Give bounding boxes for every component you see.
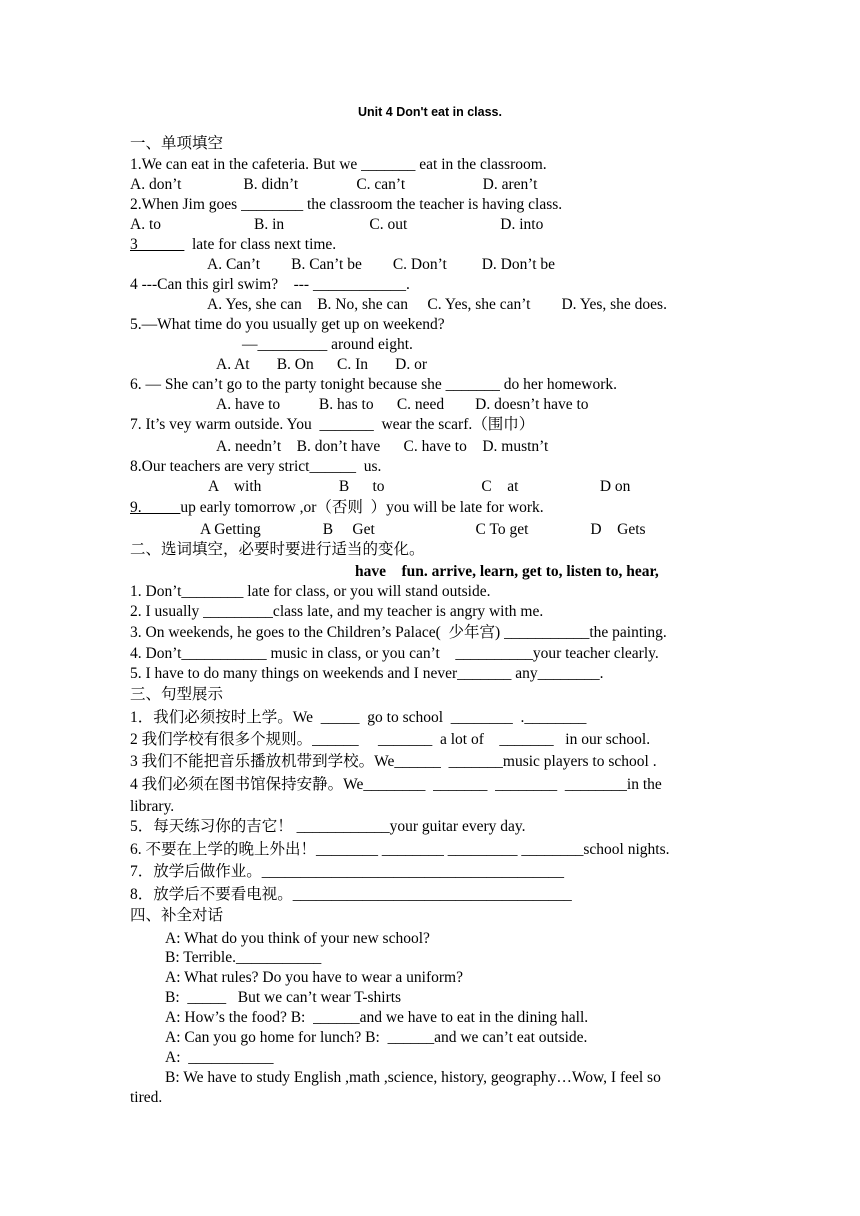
text-line: A. Yes, she can B. No, she can C. Yes, she can’t D. Yes, she does. [207, 296, 667, 313]
text-line: have fun. arrive, learn, get to, listen to, hear, [355, 563, 659, 580]
text-line: 6. 不要在上学的晚上外出！________ ________ _________ ________school nights. [130, 841, 670, 858]
text-line: 2. I usually _________class late, and my teacher is angry with me. [130, 603, 544, 620]
text-line: A with B to C at D on [208, 478, 631, 495]
text-line: 7. It’s vey warm outside. You _______ wear the scarf.（围巾） [130, 416, 535, 433]
text-line: 1．我们必须按时上学。We _____ go to school ________ .________ [130, 709, 587, 726]
text-line: 2 我们学校有很多个规则。______ _______ a lot of _______ in our school. [130, 731, 651, 748]
text-line: A: What rules? Do you have to wear a uniform? [165, 969, 463, 986]
text-line: library. [130, 798, 175, 815]
text-line: 二、选词填空，必要时要进行适当的变化。 [130, 541, 425, 558]
text-line: 6. — She can’t go to the party tonight because she _______ do her homework. [130, 376, 618, 393]
text-line: 4 ---Can this girl swim? --- ____________. [130, 276, 410, 293]
text-line: B: Terrible.___________ [165, 949, 322, 966]
text-line: 5. I have to do many things on weekends and I never_______ any________. [130, 665, 604, 682]
text-line: A. Can’t B. Can’t be C. Don’t D. Don’t be [207, 256, 556, 273]
text-line: 一、单项填空 [130, 135, 224, 152]
text-line: 四、补全对话 [130, 907, 224, 924]
text-line: —_________ around eight. [242, 336, 413, 353]
text-line: A: Can you go home for lunch? B: ______and we can’t eat outside. [165, 1029, 588, 1046]
text-line: A Getting B Get C To get D Gets [200, 521, 646, 538]
text-line: 5.—What time do you usually get up on weekend? [130, 316, 445, 333]
text-line: 1.We can eat in the cafeteria. But we _______ eat in the classroom. [130, 156, 547, 173]
text-line: A. have to B. has to C. need D. doesn’t have to [216, 396, 589, 413]
text-line: 9._____up early tomorrow ,or（否则 ）you will be late for work. [130, 499, 544, 516]
text-line: A: How’s the food? B: ______and we have to eat in the dining hall. [165, 1009, 589, 1026]
text-line: A: ___________ [165, 1049, 274, 1066]
text-line: 4. Don’t___________ music in class, or you can’t __________your teacher clearly. [130, 645, 659, 662]
text-line: 2.When Jim goes ________ the classroom the teacher is having class. [130, 196, 563, 213]
text-line: 3______ late for class next time. [130, 236, 337, 253]
text-line: 4 我们必须在图书馆保持安静。We________ _______ ________ ________in the [130, 776, 662, 793]
text-line: A: What do you think of your new school? [165, 930, 430, 947]
text-line: A. needn’t B. don’t have C. have to D. mustn’t [216, 438, 549, 455]
text-line: B: We have to study English ,math ,science, history, geography…Wow, I feel so [165, 1069, 661, 1086]
document-title: Unit 4 Don't eat in class. [358, 105, 502, 119]
text-line: A. At B. On C. In D. or [216, 356, 427, 373]
text-line: A. to B. in C. out D. into [130, 216, 544, 233]
text-line: 8．放学后不要看电视。____________________________________ [130, 886, 572, 903]
text-line: 5．每天练习你的吉它！ ____________your guitar every day. [130, 818, 526, 835]
text-line: A. don’t B. didn’t C. can’t D. aren’t [130, 176, 538, 193]
text-line: 三、句型展示 [130, 686, 224, 703]
text-line: 3. On weekends, he goes to the Children’s Palace( 少年宫) ___________the painting. [130, 624, 667, 641]
text-line: B: _____ But we can’t wear T-shirts [165, 989, 402, 1006]
text-line: 7．放学后做作业。_______________________________________ [130, 863, 565, 880]
text-line: 8.Our teachers are very strict______ us. [130, 458, 382, 475]
text-line: tired. [130, 1089, 163, 1106]
text-line: 1. Don’t________ late for class, or you will stand outside. [130, 583, 491, 600]
text-line: 3 我们不能把音乐播放机带到学校。We______ _______music players to school . [130, 753, 657, 770]
